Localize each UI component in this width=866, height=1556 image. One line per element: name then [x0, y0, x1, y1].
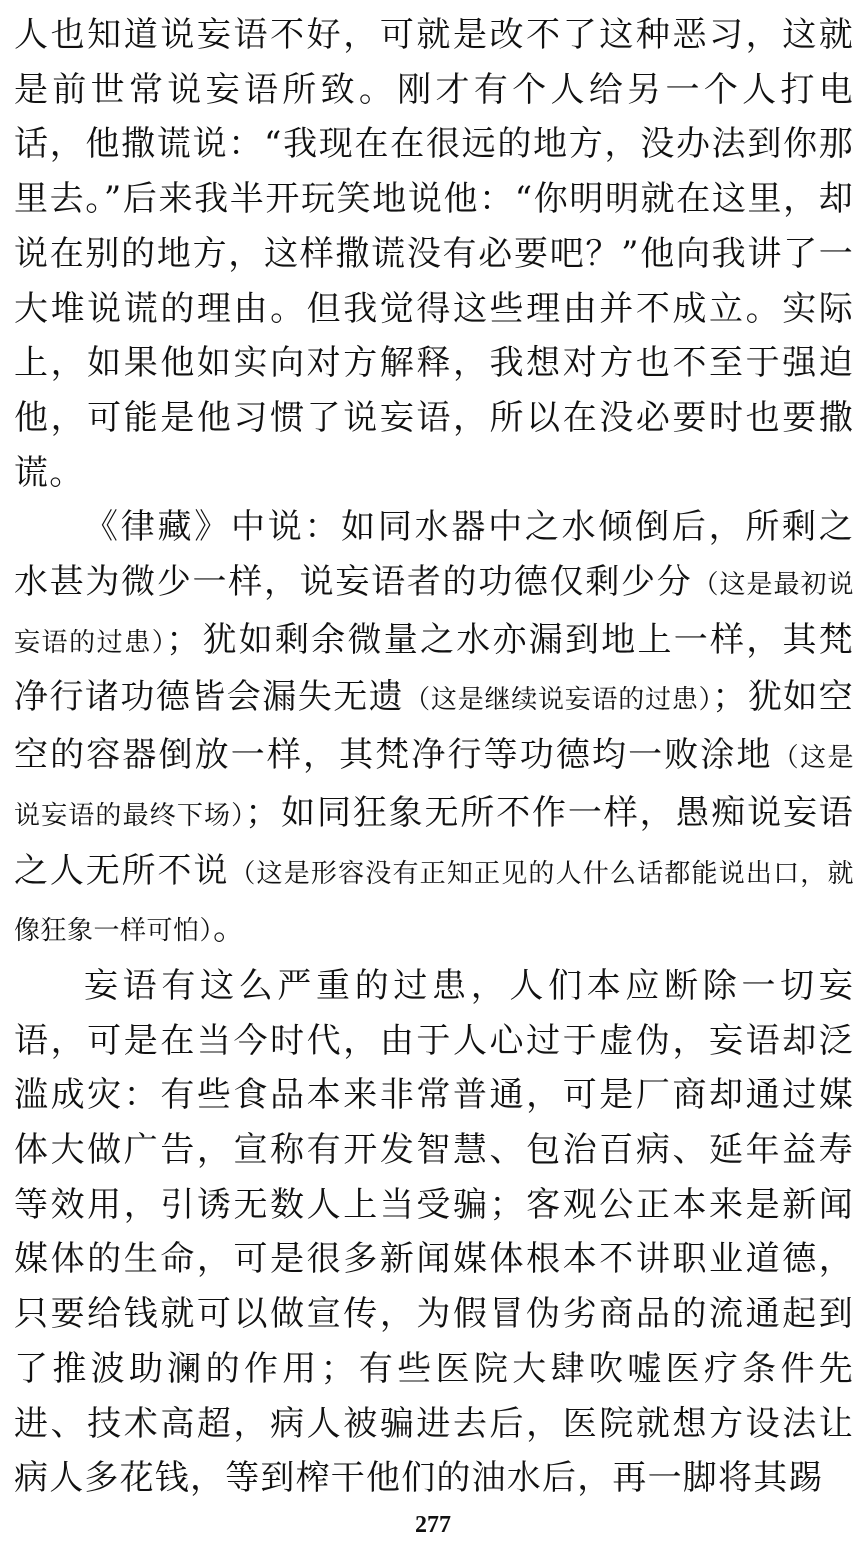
paragraph-2-text-2: ；犹如剩余微量之水亦漏到地上一样，其梵净行诸功德皆会漏失无遗: [14, 619, 854, 718]
paragraph-3-text: 妄语有这么严重的过患，人们本应断除一切妄语，可是在当今时代，由于人心过于虚伪，妄语却泛滥成灾：有些食品本来非常普通，可是厂商却通过媒体大做广告，宣称有开发智慧、包治百病、延年益寿等效用，引诱无数人上当受骗；客观公正本来是新闻媒体的生命，可是很多新闻媒体根本不讲职业道德，只要给钱就可以做宣传，为假冒伪劣商品的流通起到了推波助澜的作用；有些医院大肆吹嘘医疗条件先进、技术高超，病人被骗进去后，医院就想方设法让病人多花钱，等到榨干他们的油水后，再一脚将其踢: [14, 965, 854, 1499]
page-number: 277: [415, 1512, 451, 1538]
paragraph-2: [14, 500, 854, 959]
paragraph-2-note-3: （这是说妄语的最终下场）: [14, 743, 854, 831]
paragraph-1: [14, 8, 854, 500]
paragraph-2-note-2: （这是继续说妄语的过患）: [404, 685, 713, 716]
paragraph-1-text: 人也知道说妄语不好，可就是改不了这种恶习，这就是前世常说妄语所致。刚才有个人给另一个人打电话，他撒谎说：“我现在在很远的地方，没办法到你那里去。”后来我半开玩笑地说他：“你明明就在这里，却说在别的地方，这样撒谎没有必要吧？”他向我讲了一大堆说谎的理由。但我觉得这些理由并不成立。实际上，如果他如实向对方解释，我想对方也不至于强迫他，可能是他习惯了说妄语，所以在没必要时也要撒谎。: [14, 15, 854, 493]
paragraph-2-text-1: 《律藏》中说：如同水器中之水倾倒后，所剩之水甚为微少一样，说妄语者的功德仅剩少分: [14, 507, 854, 603]
paragraph-3: [14, 959, 854, 1506]
paragraph-2-text-5: 。: [213, 908, 249, 949]
page-body: [14, 8, 854, 1506]
paragraph-2-text-3: ；犹如空空的容器倒放一样，其梵净行等功德均一败涂地: [14, 677, 854, 776]
paragraph-2-text-4: ；如同狂象无所不作一样，愚痴说妄语之人无所不说: [14, 792, 854, 891]
paragraph-2-note-4: （这是形容没有正知正见的人什么话都能说出口，就像狂象一样可怕）: [14, 858, 854, 947]
paragraph-2-note-1: （这是最初说妄语的过患）: [14, 570, 854, 658]
